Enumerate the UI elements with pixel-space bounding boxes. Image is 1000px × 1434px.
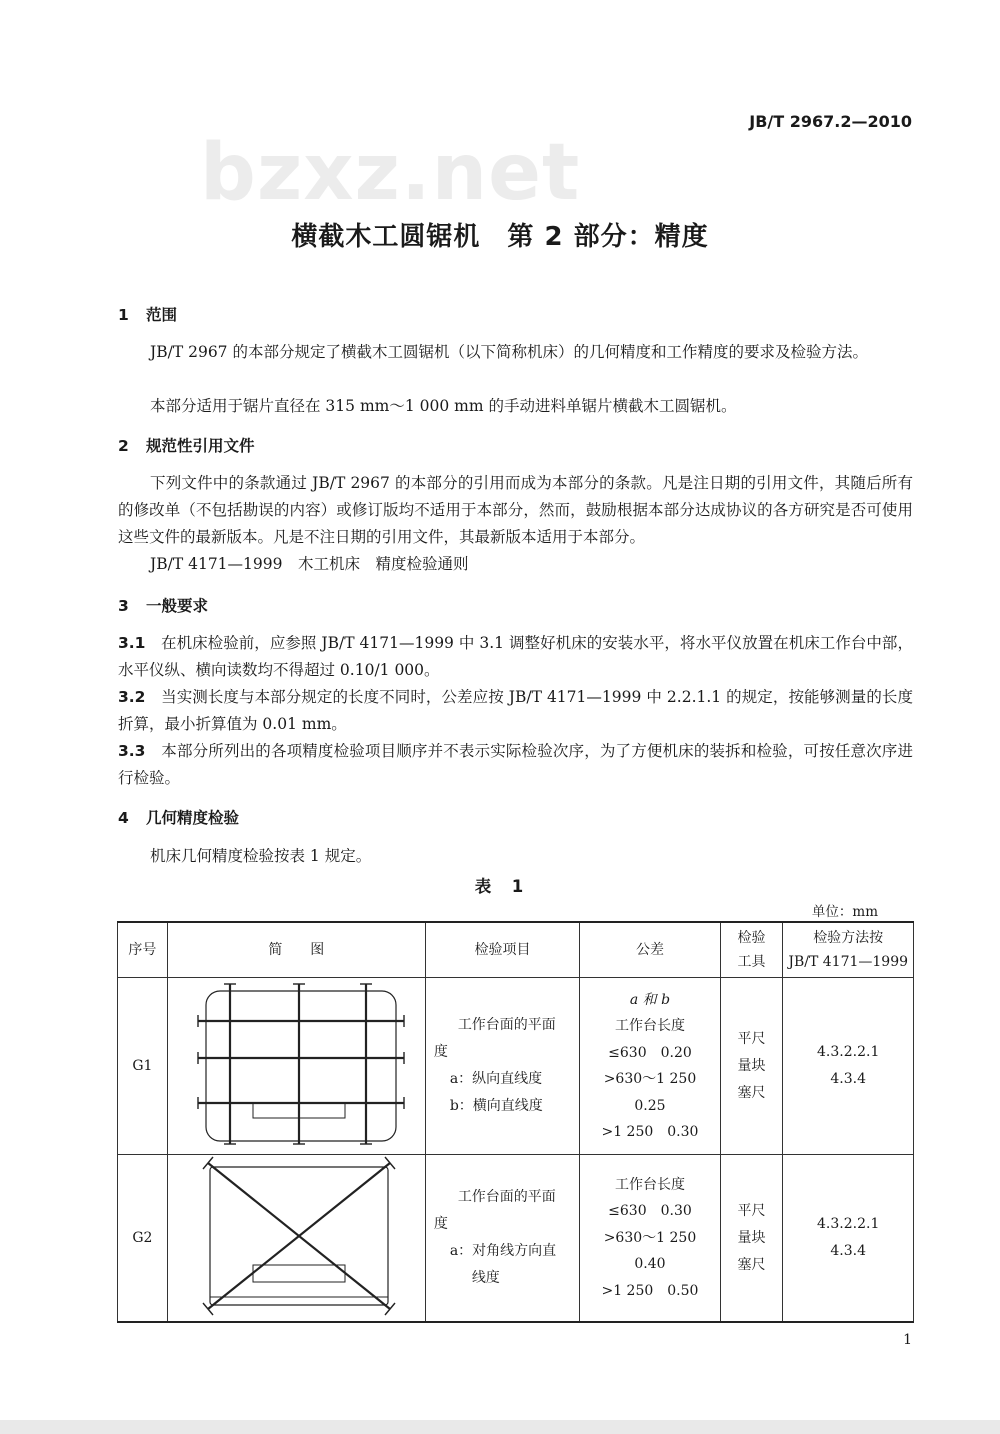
section-4-heading: 4 几何精度检验 <box>118 809 240 827</box>
header-item: 检验项目 <box>425 922 579 978</box>
clause-3-3: 3.3 本部分所列出的各项精度检验项目顺序并不表示实际检验次序，为了方便机床的装拆和检验，可按任意次序进行检验。 <box>118 742 913 787</box>
header-tolerance: 公差 <box>580 922 720 978</box>
section-2-heading: 2 规范性引用文件 <box>118 437 255 455</box>
row-item: 工作台面的平面 度 a：纵向直线度 b：横向直线度 <box>425 978 579 1155</box>
worktable-slot <box>253 1265 345 1282</box>
clause-number: 3.2 <box>118 688 146 706</box>
section-2-paragraph-1: 下列文件中的条款通过 JB/T 2967 的本部分的引用而成为本部分的条款。凡是注日期的引用文件，其随后所有的修改单（不包括勘误的内容）或修订版均不适用于本部分，然而，鼓励根据本部分达成协议的各方研究是否可使用这些文件的最新版本。凡是不注日期的引用文件，其最新版本适用于本部分。 <box>118 474 913 546</box>
section-1-paragraph-2: 本部分适用于锯片直径在 315 mm～1 000 mm 的手动进料单锯片横截木工圆锯机。 <box>150 397 737 415</box>
row-method: 4.3.2.2.1 4.3.4 <box>783 978 914 1155</box>
page-number: 1 <box>903 1332 912 1348</box>
row-method: 4.3.2.2.1 4.3.4 <box>783 1155 914 1323</box>
header-figure: 简 图 <box>167 922 425 978</box>
header-seq: 序号 <box>118 922 168 978</box>
section-3-heading: 3 一般要求 <box>118 597 209 615</box>
row-tolerance: a 和 b 工作台长度 ≤630 0.20 >630～1 250 0.25 >1 250 0.30 <box>580 978 720 1155</box>
g1-flatness-diagram <box>168 978 425 1150</box>
viewer-bottom-strip <box>0 1420 1000 1434</box>
header-method: 检验方法按 JB/T 4171—1999 <box>783 922 914 978</box>
table-header-row <box>118 922 914 978</box>
table-caption: 表 1 <box>474 877 526 896</box>
straightedge-end-ticks <box>198 984 404 1144</box>
figure-cell <box>167 978 425 1155</box>
accuracy-table <box>117 921 914 1323</box>
clause-3-2: 3.2 当实测长度与本部分规定的长度不同时，公差应按 JB/T 4171—1999 中 2.2.1.1 的规定，按能够测量的长度折算，最小折算值为 0.01 mm。 <box>118 688 913 733</box>
section-1-heading: 1 范围 <box>118 306 178 324</box>
row-tools: 平尺 量块 塞尺 <box>720 1155 783 1323</box>
table-row <box>118 978 914 1155</box>
clause-3-1: 3.1 在机床检验前，应参照 JB/T 4171—1999 中 3.1 调整好机床的安装水平，将水平仪放置在机床工作台中部，水平仪纵、横向读数均不得超过 0.10/1 000。 <box>118 634 913 679</box>
figure-cell <box>167 1155 425 1323</box>
row-seq: G1 <box>118 978 168 1155</box>
section-2-reference: JB/T 4171—1999 木工机床 精度检验通则 <box>150 555 469 573</box>
g2-diagonal-diagram <box>168 1155 425 1317</box>
section-4-paragraph-1: 机床几何精度检验按表 1 规定。 <box>150 847 372 865</box>
clause-number: 3.3 <box>118 742 146 760</box>
clause-number: 3.1 <box>118 634 146 652</box>
straightedge-grid <box>198 984 404 1144</box>
document-title: 横截木工圆锯机 第 2 部分：精度 <box>291 222 709 252</box>
standard-number: JB/T 2967.2—2010 <box>749 112 912 131</box>
header-tools: 检验 工具 <box>720 922 783 978</box>
table-row <box>118 1155 914 1323</box>
row-tools: 平尺 量块 塞尺 <box>720 978 783 1155</box>
row-item: 工作台面的平面 度 a：对角线方向直 线度 <box>425 1155 579 1323</box>
row-tolerance: 工作台长度 ≤630 0.30 >630～1 250 0.40 >1 250 0.50 <box>580 1155 720 1323</box>
table-unit: 单位：mm <box>811 904 878 920</box>
section-1-paragraph-1: JB/T 2967 的本部分规定了横截木工圆锯机（以下简称机床）的几何精度和工作精度的要求及检验方法。 <box>150 343 868 361</box>
diagonal-straightedges <box>208 1163 390 1309</box>
row-seq: G2 <box>118 1155 168 1323</box>
watermark: bzxz.net <box>200 128 581 218</box>
